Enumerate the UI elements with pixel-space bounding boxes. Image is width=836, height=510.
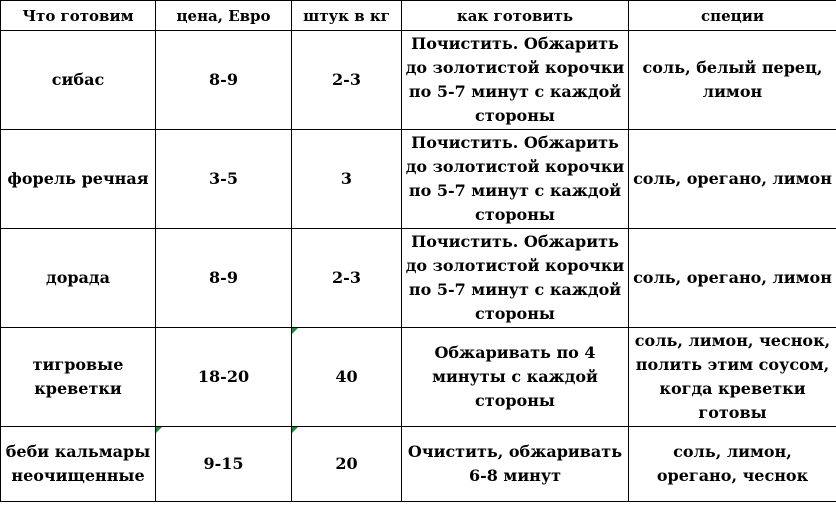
cell-dish: форель речная [1, 130, 156, 229]
comment-marker-icon [292, 427, 298, 433]
cell-per-kg: 3 [292, 130, 402, 229]
cell-method: Почистить. Обжарить до золотистой корочки по 5-7 минут с каждой стороны [402, 229, 629, 328]
cell-dish: тигровые креветки [1, 328, 156, 427]
header-per-kg: штук в кг [292, 1, 402, 31]
cell-per-kg-value: 40 [335, 367, 358, 386]
cell-per-kg: 2-3 [292, 31, 402, 130]
header-dish: Что готовим [1, 1, 156, 31]
header-method: как готовить [402, 1, 629, 31]
table-row [1, 31, 836, 130]
table-row [1, 328, 836, 427]
cell-spices: соль, лимон, чеснок, полить этим соусом, когда креветки готовы [629, 328, 836, 427]
cell-spices: соль, орегано, лимон [629, 229, 836, 328]
cell-method: Обжаривать по 4 минуты с каждой стороны [402, 328, 629, 427]
cell-dish: беби кальмары неочищенные [1, 427, 156, 502]
cell-spices: соль, орегано, лимон [629, 130, 836, 229]
table-row [1, 229, 836, 328]
cell-spices: соль, белый перец, лимон [629, 31, 836, 130]
cell-per-kg [292, 427, 402, 502]
cell-per-kg-value: 20 [335, 454, 358, 473]
cell-per-kg [292, 328, 402, 427]
table-row [1, 130, 836, 229]
comment-marker-icon [156, 427, 162, 433]
cell-dish: дорада [1, 229, 156, 328]
cell-price: 3-5 [156, 130, 292, 229]
cell-price: 8-9 [156, 229, 292, 328]
cell-method: Очистить, обжаривать 6-8 минут [402, 427, 629, 502]
cell-price-value: 9-15 [203, 454, 244, 473]
cell-dish: сибас [1, 31, 156, 130]
header-spices: специи [629, 1, 836, 31]
header-row [1, 1, 836, 31]
table-row [1, 427, 836, 502]
cell-price [156, 427, 292, 502]
comment-marker-icon [292, 328, 298, 334]
cell-price: 8-9 [156, 31, 292, 130]
cell-per-kg: 2-3 [292, 229, 402, 328]
header-price: цена, Евро [156, 1, 292, 31]
cell-method: Почистить. Обжарить до золотистой корочки по 5-7 минут с каждой стороны [402, 31, 629, 130]
cell-spices: соль, лимон, орегано, чеснок [629, 427, 836, 502]
cell-method: Почистить. Обжарить до золотистой корочки по 5-7 минут с каждой стороны [402, 130, 629, 229]
cell-price: 18-20 [156, 328, 292, 427]
